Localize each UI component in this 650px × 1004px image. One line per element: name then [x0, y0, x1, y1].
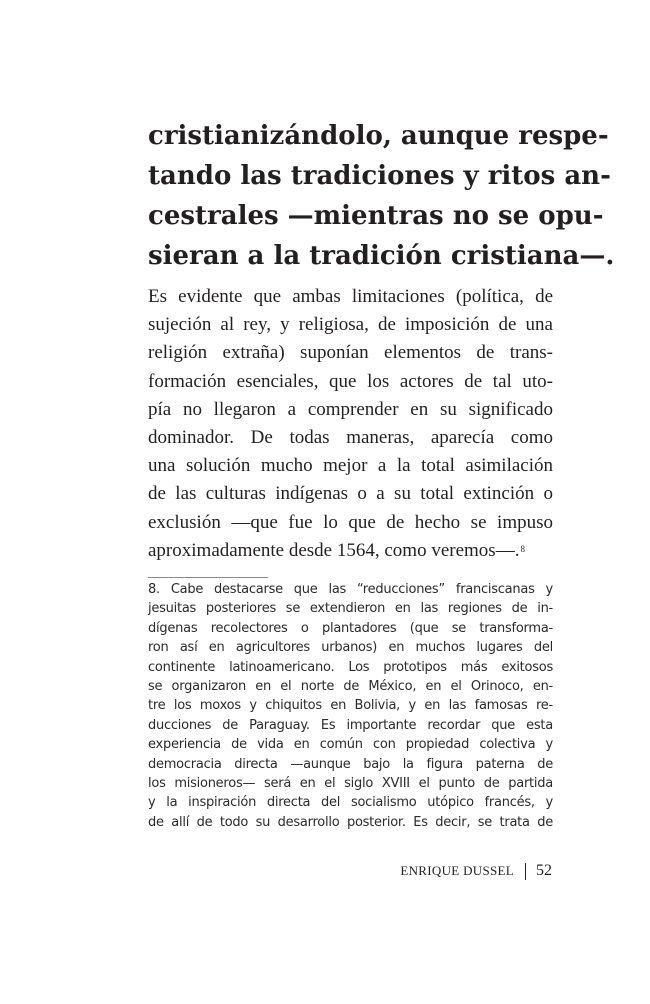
body-line-last [148, 537, 553, 565]
footnote [148, 580, 553, 832]
body-line: sujeción al rey, y religiosa, de imposición de una [148, 314, 553, 336]
footnote-line: de allí de todo su desarrollo posterior. Es decir, se trata de [148, 814, 553, 830]
footnote-line: se organizaron en el norte de México, en el Orinoco, en- [148, 679, 553, 695]
footnote-line: dígenas recolectores o plantadores (que se transforma- [148, 620, 553, 636]
footnote-line: los misioneros— será en el siglo XVIII el punto de partida [148, 776, 553, 792]
body-line: Es evidente que ambas limitaciones (política, de [148, 286, 553, 307]
footnote-line: y la inspiración directa del socialismo utópico francés, y [148, 795, 553, 811]
body-paragraph [148, 283, 553, 565]
body-line: pía no llegaron a comprender en su significado [148, 398, 553, 420]
footnote-divider [148, 577, 268, 578]
body-line-text: aproximadamente desde 1564, como veremos—. [148, 539, 520, 561]
footnote-line: experiencia de vida en común con propiedad colectiva y [148, 737, 553, 753]
footer-author: ENRIQUE DUSSEL [400, 863, 514, 878]
footer-separator [525, 863, 526, 880]
body-line: de las culturas indígenas o a su total extinción o [148, 483, 553, 505]
body-line: religión extraña) suponían elementos de trans- [148, 342, 553, 364]
page-number: 52 [536, 862, 552, 879]
footnote-line: 8. Cabe destacarse que las “reducciones” franciscanas y [148, 582, 553, 597]
footnote-line: continente latinoamericano. Los prototipos más exitosos [148, 659, 553, 675]
running-footer [400, 862, 552, 880]
footnote-reference[interactable]: 8 [520, 543, 525, 554]
pull-quote [148, 116, 615, 276]
body-line: formación esenciales, que los actores de tal uto- [148, 370, 553, 392]
footnote-line: democracia directa —aunque bajo la figura paterna de [148, 756, 553, 772]
footnote-line: ron así en agricultores urbanos) en muchos lugares del [148, 640, 553, 656]
pull-quote-line: cestrales —mientras no se opu- [148, 201, 604, 231]
pull-quote-line: cristianizándolo, aunque respe- [148, 121, 609, 151]
body-line: una solución mucho mejor a la total asimilación [148, 455, 553, 477]
footnote-line: tre los moxos y chiquitos en Bolivia, y en las famosas re- [148, 698, 553, 714]
pull-quote-line: sieran a la tradición cristiana—. [148, 241, 615, 271]
footnote-line: ducciones de Paraguay. Es importante recordar que esta [148, 717, 553, 733]
body-line: dominador. De todas maneras, aparecía como [148, 427, 553, 449]
pull-quote-line: tando las tradiciones y ritos an- [148, 161, 611, 191]
footnote-line: jesuitas posteriores se extendieron en las regiones de in- [148, 601, 553, 617]
body-line: exclusión —que fue lo que de hecho se impuso [148, 511, 553, 533]
